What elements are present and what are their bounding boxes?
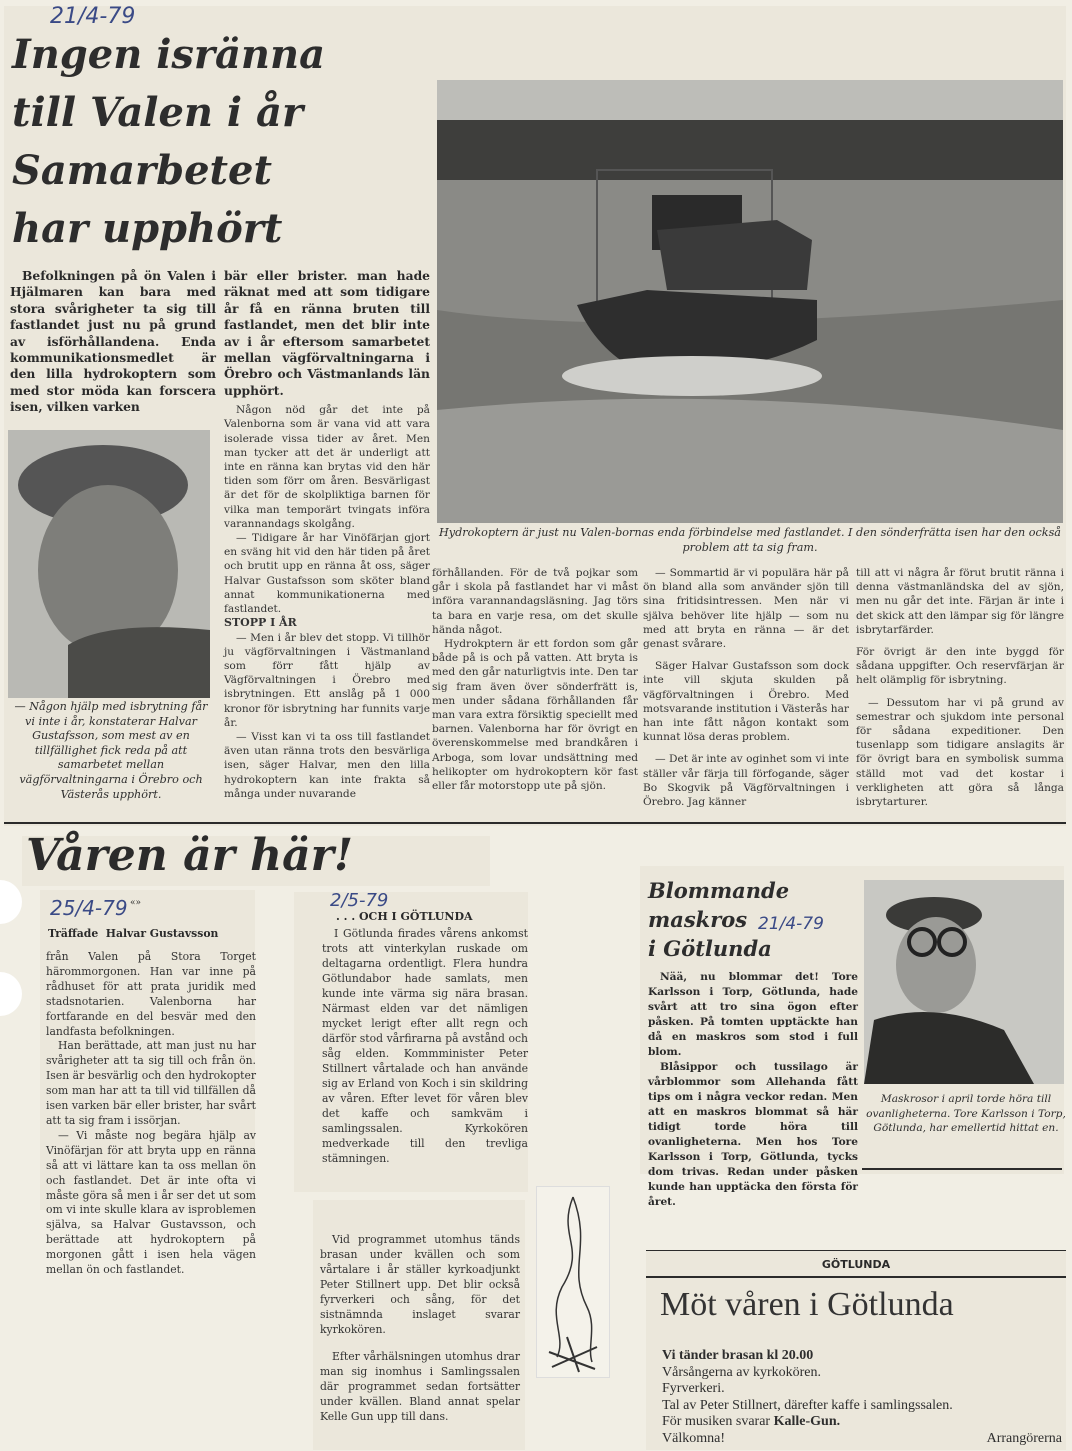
body-paragraph: — Men i år blev det stopp. Vi tillhör ju vägförvaltningen i Västmanland som förr fått hjälp av Vägförvaltningen i Örebro med isbrytningen. Ett anslåg på 1 000 kronor för isbrytning har funnits varje år. [224,631,430,729]
body-paragraph: — Vi måste nog begära hjälp av Vinöfärjan för att bryta upp en ränna så att vi lättare kan ta oss mellan ön och fastlandet. Det är inte ofta vi måste göra så men i år ser det ut som om vi inte skulle klara av isproblemen själva, sa Halvar Gustavsson, och berättade att hydrokoptern på morgonen gått i isen hela vägen mellan ön och fastlandet. [46,1128,256,1277]
body-paragraph: Vid programmet utomhus tänds brasan under kvällen och som vårtalare i år ställer kyrkoadjunkt Peter Stillnert upp. Det blir också fyrverkeri och sång, för det sistnämnda inslaget svarar kyrkokören. [320,1233,520,1336]
ad-body [662,1348,1062,1448]
article-3-headline: . . . OCH I GÖTLUNDA [336,910,473,923]
lead-paragraph-continued: bär eller brister. man hade räknat med att som tidigare år få en ränna bruten till fastlandet, men det blir inte av i år eftersom samarbetet mellan vägförvaltningarna i Örebro och Västmanlands län upphört. [224,268,430,398]
intro-name: Halvar Gustavsson [105,927,219,940]
ad-line: Tal av Peter Stillnert, därefter kaffe i samlingssalen. [662,1397,953,1413]
article-1-lead [10,268,216,416]
binder-hole [0,972,22,1016]
body-paragraph: Efter vårhälsningen utomhus drar man sig inomhus i Samlingssalen där programmet sedan fortsätter under kvällen. Bland annat spelar Kelle Gun upp till dans. [320,1350,520,1423]
ad-line-bonfire-time: Vi tänder brasan kl 20.00 [662,1348,814,1363]
body-paragraph: — Sommartid är vi populära här på ön bland alla som använder sjön till sina fritidsintressen. Men när vi själva behöver lite hjälp — som nu med att bryta en ränna — är det genast svårare. [643,567,849,651]
ad-line-music [662,1414,1062,1431]
subheading: STOPP I ÅR [224,616,297,630]
headline-line: till Valen i år [12,89,304,136]
ad-line: Vårsångerna av kyrkokören. [662,1364,821,1380]
ad-line: Fyrverkeri. [662,1381,725,1397]
bottom-rule [4,822,1066,824]
ad-signature: Arrangörerna [986,1430,1062,1446]
bonfire-icon [537,1187,609,1377]
article-1-column-2 [224,268,430,801]
body-paragraph: Säger Halvar Gustafsson som dock inte vill skjuta skulden på vägförvaltningen i Örebro. Med motsvarande institution i Västerås har han inte fått någon kontakt som kunnat lösa deras problem. [643,660,849,744]
body-paragraph: För övrigt är den inte byggd för sådana uppgifter. Och reservfärjan är helt olämplig för isbrytning. [856,646,1064,687]
body-paragraph: Han berättade, att man just nu har svårigheter att ta sig till och från ön. Isen är besvärlig och den hydrokopter som man har att ta till vid tillfällen då isen varken bär eller brister, har svårt att ta sig fram i issörjan. [46,1039,256,1127]
portrait-image [8,430,210,698]
lead-paragraph: Befolkningen på ön Valen i Hjälmaren kan bara med stora svårigheter ta sig till fastlandet just nu på grund av isförhållandena. Enda kommunikationsmedlet är den lilla hydrokoptern som med stor möda kan forscera isen, vilken varken [10,268,216,415]
lead-continued [224,268,430,399]
body-paragraph: förhållanden. För de två pojkar som går i skola på fastlandet har vi måst införa varannandagsläsning. Jag törs ta bara en varje resa, om det skulle hända något. [432,567,638,636]
portrait-caption: — Någon hjälp med isbrytning får vi inte i år, konstaterar Halvar Gustafsson, som mest av en tillfällighet fick reda på att samarbetet mellan vägförvaltningarna i Örebro och Västerås upphört. [14,700,208,801]
body-paragraph: Någon nöd går det inte på Valenborna som är vana vid att vara isolerade vissa tider av året. Men man tycker att det är underligt att inte en ränna kan brytas vid den här tiden som förr om åren. Besvärligast är det för de skolpliktiga barnen för vilka man temporärt tvingats införa varannandags skolgång. [224,404,430,530]
article-2-headline: Våren är här! [26,830,354,881]
body-paragraph: från Valen på Stora Torget härommorgonen. Han var inne på rådhuset för att prata juridik med stadsnotarien. Valenborna har fortfarande en del besvär med den landfasta befolkningen. [46,950,256,1038]
dandelion-photo [864,880,1064,1084]
article-1-headline [12,26,432,258]
headline-line: Blommande [648,878,790,903]
article-1-column-4 [643,566,849,809]
headline-line: Ingen isränna [12,31,326,78]
ad-top-rule [646,1250,1066,1251]
hydrocopter-image [437,80,1063,523]
body-paragraph: Hydrokptern är ett fordon som går både på is och på vatten. Att bryta is med den går naturligtvis inte. Den tar sig fram även över sönderfrätt is, men under sådana förhållanden får man vara extra försiktig speciellt med barnen. Valenborna har för övrigt en överenskommelse med brandkåren i Arboga, som lovar undsättning med helikopter om hydrokoptern kör fast eller får motorstopp ute på sjön. [432,638,638,793]
ad-footer [662,1431,1062,1448]
body-paragraph: — Tidigare år har Vinöfärjan gjort en sväng hit vid den här tiden på året och brutit upp en ränna åt oss, säger Halvar Gustafsson som sköter bland annat kommunikationerna med fastlandet. [224,532,430,616]
handwritten-date: 2/5-79 [330,890,389,911]
handwritten-date: 21/4-79 [50,4,136,29]
ad-line-welcome: Välkomna! [662,1430,725,1446]
headline-line: Samarbetet [12,147,272,194]
ad-kicker: GÖTLUNDA [821,1258,891,1271]
ad-line-text: För musiken svarar [662,1414,771,1430]
intro-text: Träffade [48,927,99,940]
article-2-body [46,950,256,1278]
ad-kicker-rule [646,1276,1066,1278]
bonfire-illustration [536,1186,610,1378]
body-paragraph: — Det är inte av oginhet som vi inte ställer vår färja till förfogande, säger Bo Skogvik på Vägförvaltningen i Örebro. Jag känner [643,753,849,809]
body-paragraph: Blåsippor och tussilago är vårblommor som Allehanda fått tips om i några veckor redan. Men att en maskros blommat så här tidigt torde höra till ovanligheterna. Men hos Tore Karlsson i Torp, Götlunda, tycks dom trivas. Redan under påsken kunde han upptäcka den första för året. [648,1061,858,1208]
ad-line-performer: Kalle-Gun. [773,1414,841,1430]
handwritten-date: 21/4-79 [758,914,824,934]
column-2-body [224,403,430,801]
article-1-column-5 [856,566,1064,809]
body-paragraph: Nää, nu blommar det! Tore Karlsson i Torp, Götlunda, hade svårt att tro sina ögon efter påsken. På tomten upptäckte han då en maskros som stod i full blom. [648,971,858,1058]
ad-headline: Möt våren i Götlunda [660,1286,954,1323]
dandelion-caption: Maskrosor i april torde höra till ovanligheterna. Tore Karlsson i Torp, Götlunda, har emellertid hittat en. [866,1093,1066,1134]
elderly-man-image [864,880,1064,1084]
headline-line: har upphört [12,205,283,252]
article-5-rule [862,1168,1062,1170]
portrait-photo [8,430,210,698]
article-4-body [320,1232,520,1424]
handwritten-date: 25/4-79 [50,896,128,920]
body-paragraph: till att vi några år förut brutit ränna i denna västmanländska del av sjön, men nu går det inte. Färjan är inte i det skick att den lämpar sig för längre isbrytarfärder. [856,567,1064,636]
body-paragraph: I Götlunda firades vårens ankomst trots att vinterkylan ruskade om deltagarna ordentligt. Flera hundra Götlundabor hade samlats, men kunde inte värma sig nära brasan. Närmast elden var det nämligen mycket lerigt efter allt regn och därför stod vårfirarna på avstånd och såg elden. Kommminister Peter Stillnert vårtalade och han använde sig av Erland von Koch i sin skildring av våren. Efter levet för våren blev det kaffe och samkväm i samlingssalen. Kyrkokören medverkade till den trevliga stämningen. [322,927,528,1165]
quote-mark: «» [130,898,142,908]
article-5-body [648,970,858,1210]
hydrocopter-photo [437,80,1063,523]
headline-line: maskros [648,907,748,932]
body-paragraph: — Dessutom har vi på grund av semestrar och sjukdom inte personal för sådana expeditioner. Den tusenlapp som tidigare anslagits är för övrigt bara en symbolisk summa ställd mot vad det kostar i verkligheten att göra så långa isbrytarturer. [856,696,1064,809]
article-2-intro [48,927,218,940]
photo-caption: Hydrokoptern är just nu Valen-bornas enda förbindelse med fastlandet. I den sönderfrätta isen har den också problem att ta sig fram. [439,526,1061,554]
binder-hole [0,880,22,924]
article-3-body [322,926,528,1166]
article-1-column-3 [432,566,638,793]
body-paragraph: — Visst kan vi ta oss till fastlandet även utan ränna trots den besvärliga isen, säger Halvar, men den lilla hydrokoptern kan inte frakta så många under nuvarande [224,730,430,800]
headline-line: i Götlunda [648,936,772,961]
